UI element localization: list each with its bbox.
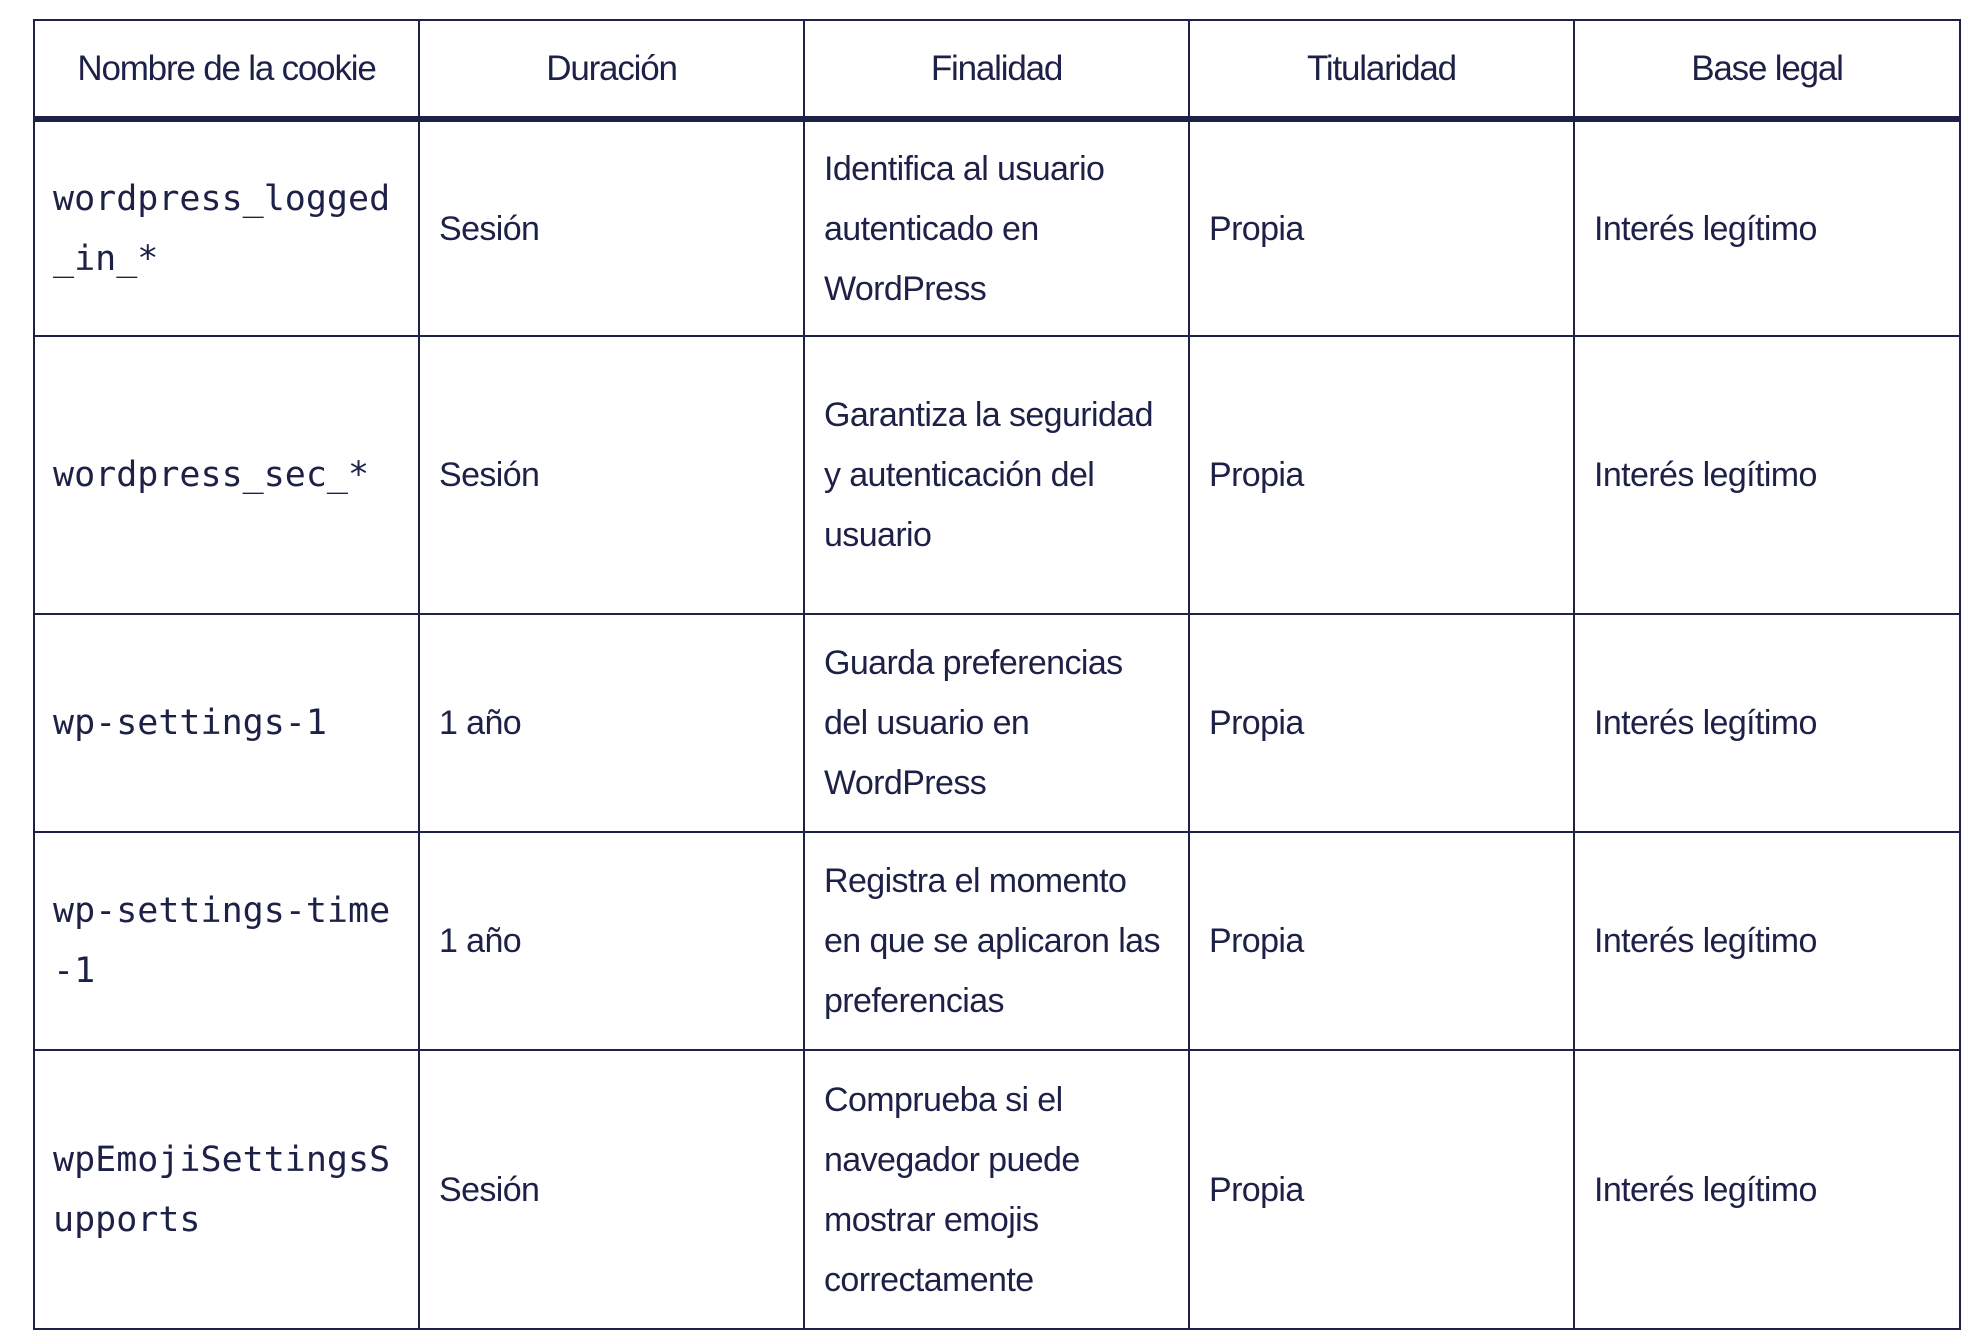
- duration-cell: Sesión: [419, 119, 804, 336]
- legal-basis-cell: Interés legítimo: [1574, 119, 1960, 336]
- duration-cell: 1 año: [419, 614, 804, 832]
- header-row: [34, 20, 1960, 119]
- cookie-name-cell: wp-settings-1: [34, 614, 419, 832]
- purpose-cell: Registra el momento en que se aplicaron las preferencias: [804, 832, 1189, 1050]
- legal-basis-cell: Interés legítimo: [1574, 336, 1960, 614]
- cookie-table: [33, 19, 1961, 1330]
- table-body: [34, 119, 1960, 1329]
- cookie-table-container: [33, 19, 1959, 1330]
- header-legal-basis: Base legal: [1574, 20, 1960, 119]
- duration-cell: Sesión: [419, 336, 804, 614]
- ownership-cell: Propia: [1189, 119, 1574, 336]
- legal-basis-cell: Interés legítimo: [1574, 614, 1960, 832]
- table-row: [34, 119, 1960, 336]
- table-header: [34, 20, 1960, 119]
- purpose-cell: Identifica al usuario autenticado en WordPress: [804, 119, 1189, 336]
- cookie-name-cell: wordpress_logged_in_*: [34, 119, 419, 336]
- cookie-name-cell: wpEmojiSettingsSupports: [34, 1050, 419, 1329]
- purpose-cell: Guarda preferencias del usuario en WordPress: [804, 614, 1189, 832]
- ownership-cell: Propia: [1189, 832, 1574, 1050]
- table-row: [34, 1050, 1960, 1329]
- purpose-cell: Comprueba si el navegador puede mostrar emojis correctamente: [804, 1050, 1189, 1329]
- ownership-cell: Propia: [1189, 1050, 1574, 1329]
- header-purpose: Finalidad: [804, 20, 1189, 119]
- header-ownership: Titularidad: [1189, 20, 1574, 119]
- cookie-name-cell: wordpress_sec_*: [34, 336, 419, 614]
- table-row: [34, 832, 1960, 1050]
- legal-basis-cell: Interés legítimo: [1574, 832, 1960, 1050]
- header-duration: Duración: [419, 20, 804, 119]
- header-cookie-name: Nombre de la cookie: [34, 20, 419, 119]
- table-row: [34, 614, 1960, 832]
- purpose-cell: Garantiza la seguridad y autenticación del usuario: [804, 336, 1189, 614]
- table-row: [34, 336, 1960, 614]
- ownership-cell: Propia: [1189, 614, 1574, 832]
- duration-cell: Sesión: [419, 1050, 804, 1329]
- ownership-cell: Propia: [1189, 336, 1574, 614]
- cookie-name-cell: wp-settings-time-1: [34, 832, 419, 1050]
- duration-cell: 1 año: [419, 832, 804, 1050]
- legal-basis-cell: Interés legítimo: [1574, 1050, 1960, 1329]
